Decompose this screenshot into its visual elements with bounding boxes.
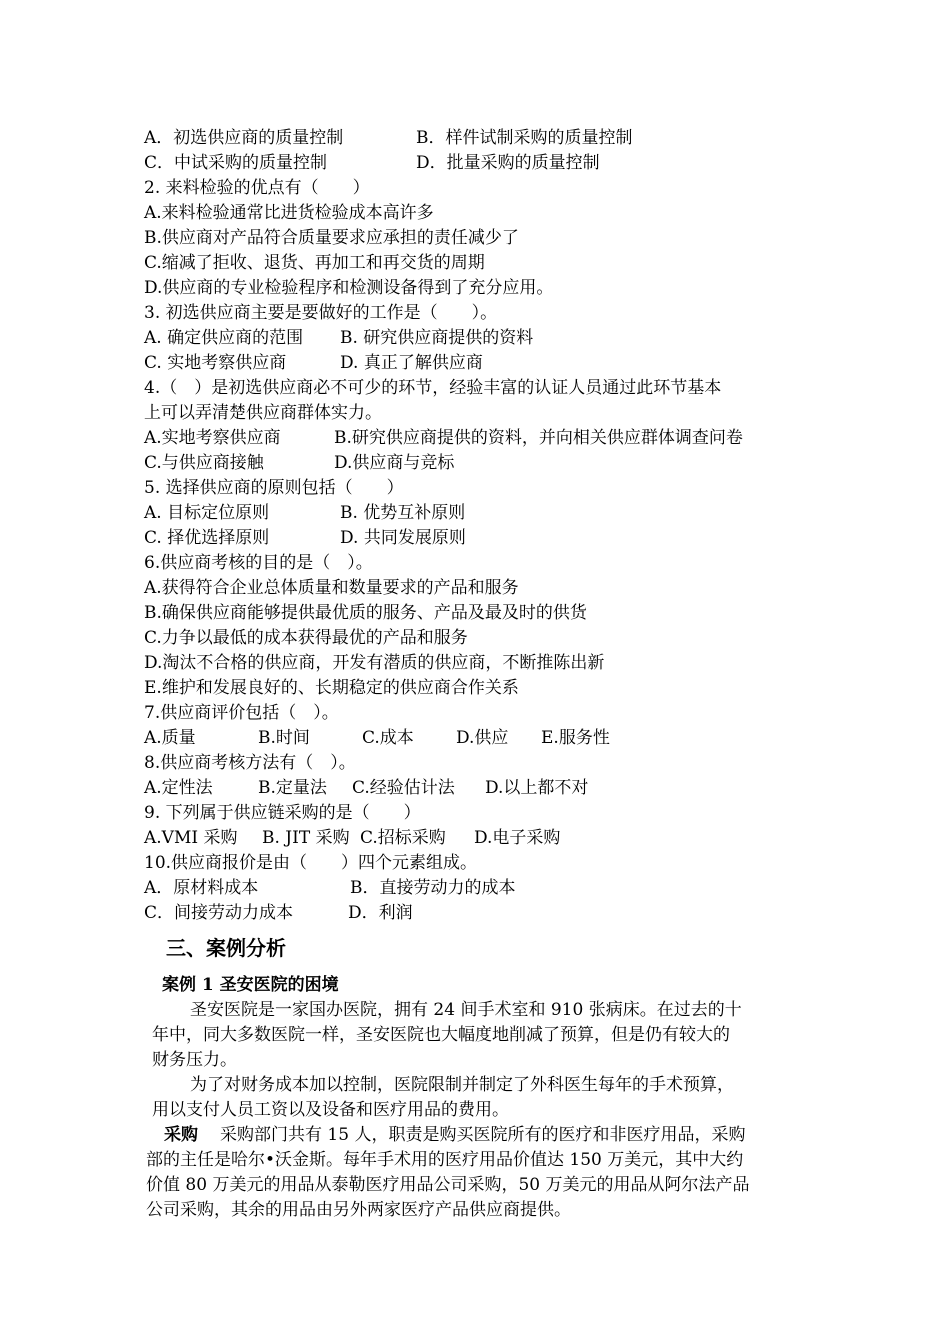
q6-option-a: A.获得符合企业总体质量和数量要求的产品和服务	[144, 578, 519, 598]
q6-option-e: E.维护和发展良好的、长期稳定的供应商合作关系	[144, 678, 519, 698]
q8-option-a: A.定性法	[144, 778, 213, 798]
case-paragraph-2-line-1: 为了对财务成本加以控制，医院限制并制定了外科医生每年的手术预算，	[190, 1075, 734, 1095]
q5-option-a: A. 目标定位原则	[144, 503, 270, 523]
q8-option-c: C.经验估计法	[352, 778, 455, 798]
case-paragraph-2-line-2: 用以支付人员工资以及设备和医疗用品的费用。	[152, 1100, 509, 1120]
case-paragraph-3-line-2: 部的主任是哈尔•沃金斯。每年手术用的医疗用品价值达 150 万美元，其中大约	[146, 1150, 744, 1170]
q7-option-d: D.供应	[456, 728, 509, 748]
q9-stem: 9. 下列属于供应链采购的是（ ）	[144, 803, 421, 823]
q6-option-c: C.力争以最低的成本获得最优的产品和服务	[144, 628, 468, 648]
case-paragraph-1-line-1: 圣安医院是一家国办医院，拥有 24 间手术室和 910 张病床。在过去的十	[190, 1000, 742, 1020]
q10-option-b: B．直接劳动力的成本	[350, 878, 516, 898]
q4-option-a: A.实地考察供应商	[144, 428, 281, 448]
q9-option-a: A.VMI 采购	[144, 828, 238, 848]
q8-option-d: D.以上都不对	[485, 778, 589, 798]
q3-option-c: C. 实地考察供应商	[144, 353, 287, 373]
q9-option-d: D.电子采购	[474, 828, 561, 848]
q8-option-b: B.定量法	[258, 778, 327, 798]
case-paragraph-3-line-3: 价值 80 万美元的用品从泰勒医疗用品公司采购，50 万美元的用品从阿尔法产品	[146, 1175, 750, 1195]
q9-option-c: C.招标采购	[360, 828, 446, 848]
q3-option-a: A. 确定供应商的范围	[144, 328, 304, 348]
q4-option-d: D.供应商与竞标	[334, 453, 455, 473]
q2-option-b: B.供应商对产品符合质量要求应承担的责任减少了	[144, 228, 519, 248]
q10-option-c: C．间接劳动力成本	[144, 903, 294, 923]
case-paragraph-1-line-3: 财务压力。	[152, 1050, 237, 1070]
q7-option-c: C.成本	[362, 728, 414, 748]
q7-stem: 7.供应商评价包括（ ）。	[144, 703, 339, 723]
q2-stem: 2. 来料检验的优点有（ ）	[144, 178, 370, 198]
case-paragraph-3-line-1: 采购部门共有 15 人，职责是购买医院所有的医疗和非医疗用品，采购	[220, 1125, 746, 1145]
q1-option-b: B．样件试制采购的质量控制	[416, 128, 633, 148]
q2-option-a: A.来料检验通常比进货检验成本高许多	[144, 203, 434, 223]
q2-option-d: D.供应商的专业检验程序和检测设备得到了充分应用。	[144, 278, 554, 298]
q3-option-d: D. 真正了解供应商	[340, 353, 483, 373]
case-title: 案例 1 圣安医院的困境	[162, 975, 339, 995]
q6-stem: 6.供应商考核的目的是（ ）。	[144, 553, 373, 573]
q5-option-b: B. 优势互补原则	[340, 503, 466, 523]
q3-option-b: B. 研究供应商提供的资料	[340, 328, 534, 348]
q7-option-a: A.质量	[144, 728, 196, 748]
case-paragraph-3-line-4: 公司采购，其余的用品由另外两家医疗产品供应商提供。	[146, 1200, 571, 1220]
q6-option-b: B.确保供应商能够提供最优质的服务、产品及最及时的供货	[144, 603, 587, 623]
q7-option-b: B.时间	[258, 728, 310, 748]
q4-option-b: B.研究供应商提供的资料，并向相关供应群体调查问卷	[334, 428, 743, 448]
q1-option-a: A．初选供应商的质量控制	[144, 128, 344, 148]
q5-option-d: D. 共同发展原则	[340, 528, 466, 548]
q1-option-d: D．批量采购的质量控制	[416, 153, 600, 173]
q5-option-c: C. 择优选择原则	[144, 528, 270, 548]
q10-option-d: D．利润	[348, 903, 413, 923]
q8-stem: 8.供应商考核方法有（ ）。	[144, 753, 356, 773]
section-heading-case-analysis: 三、案例分析	[166, 936, 286, 960]
q5-stem: 5. 选择供应商的原则包括（ ）	[144, 478, 404, 498]
q7-option-e: E.服务性	[541, 728, 610, 748]
q6-option-d: D.淘汰不合格的供应商，开发有潜质的供应商，不断推陈出新	[144, 653, 605, 673]
q4-option-c: C.与供应商接触	[144, 453, 264, 473]
q10-option-a: A．原材料成本	[144, 878, 259, 898]
q1-option-c: C．中试采购的质量控制	[144, 153, 328, 173]
q4-stem-line1: 4.（ ）是初选供应商必不可少的环节，经验丰富的认证人员通过此环节基本	[144, 378, 722, 398]
q4-stem-line2: 上可以弄清楚供应商群体实力。	[144, 403, 382, 423]
q3-stem: 3. 初选供应商主要是要做好的工作是（ ）。	[144, 303, 498, 323]
case-paragraph-1-line-2: 年中，同大多数医院一样，圣安医院也大幅度地削减了预算，但是仍有较大的	[152, 1025, 730, 1045]
q2-option-c: C.缩减了拒收、退货、再加工和再交货的周期	[144, 253, 485, 273]
case-paragraph-3-label: 采购	[164, 1125, 198, 1145]
q9-option-b: B. JIT 采购	[262, 828, 350, 848]
q10-stem: 10.供应商报价是由（ ）四个元素组成。	[144, 853, 478, 873]
